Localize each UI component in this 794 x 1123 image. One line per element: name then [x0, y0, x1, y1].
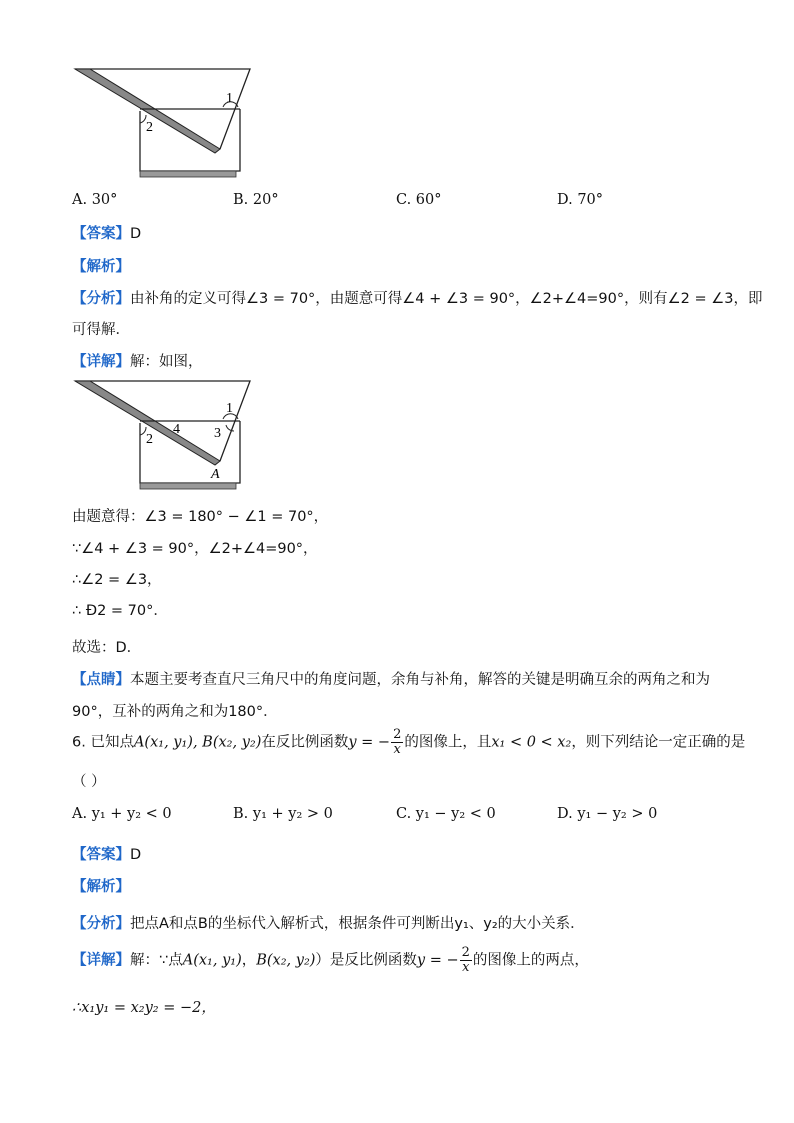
figure-ruler-triangle-1	[70, 65, 260, 180]
dianjing-line-1: 【点睛】本题主要考查直尺三角尺中的角度问题，余角与补角，解答的关键是明确互余的两角之和为	[72, 672, 710, 688]
point-a-label: A	[211, 467, 220, 482]
fenxi-line-1: 【分析】由补角的定义可得∠3 = 70°，由题意可得∠4 + ∠3 = 90°，∠2+∠4=90°，则有∠2 = ∠3，即	[72, 291, 763, 307]
step-1: 由题意得：∠3 = 180° − ∠1 = 70°，	[72, 509, 329, 525]
fenxi-line-2: 可得解．	[72, 322, 130, 338]
step-4: ∴ Ð2 = 70°．	[72, 603, 168, 619]
question-6-paren: （ ）	[72, 774, 106, 790]
final-line: ∴x₁y₁ = x₂y₂ = −2，	[72, 1000, 216, 1016]
analysis-heading: 【解析】	[72, 879, 130, 895]
option-b: B. y₁ + y₂ > 0	[233, 806, 333, 822]
angle-4-label: 4	[173, 422, 180, 437]
angle-1-label: 1	[226, 401, 233, 416]
angle-2-label: 2	[146, 432, 153, 447]
answer-line: 【答案】D	[72, 226, 142, 242]
step-2: ∵∠4 + ∠3 = 90°，∠2+∠4=90°，	[72, 541, 318, 557]
xiangjie-line: 【详解】解：∵点A(x₁, y₁)，B(x₂, y₂)）是反比例函数y = − $\frac{2}{x}$ 的图像上的两点，	[72, 945, 589, 975]
option-c: C. y₁ − y₂ < 0	[396, 806, 496, 822]
dianjing-line-2: 90°，互补的两角之和为180°．	[72, 704, 278, 720]
answer-line: 【答案】D	[72, 847, 142, 863]
step-3: ∴∠2 = ∠3，	[72, 572, 162, 588]
choice-line: 故选：D．	[72, 640, 142, 656]
option-d: D. 70°	[557, 192, 604, 208]
fenxi-line: 【分析】把点A和点B的坐标代入解析式，根据条件可判断出y₁、y₂的大小关系．	[72, 916, 585, 932]
figure-ruler-triangle-2	[70, 377, 260, 492]
question-6: 6. 已知点A(x₁, y₁), B(x₂, y₂)在反比例函数y = − $\frac{2}{x}$ 的图像上，且x₁ < 0 < x₂，则下列结论一定正确的是	[72, 727, 746, 757]
option-a: A. 30°	[72, 192, 118, 208]
angle-2-label: 2	[146, 120, 153, 135]
option-c: C. 60°	[396, 192, 442, 208]
analysis-heading: 【解析】	[72, 259, 130, 275]
option-a: A. y₁ + y₂ < 0	[72, 806, 172, 822]
option-b: B. 20°	[233, 192, 279, 208]
xiangjie-line: 【详解】解：如图，	[72, 354, 203, 370]
angle-3-label: 3	[214, 426, 221, 441]
option-d: D. y₁ − y₂ > 0	[557, 806, 658, 822]
angle-1-label: 1	[226, 91, 233, 106]
